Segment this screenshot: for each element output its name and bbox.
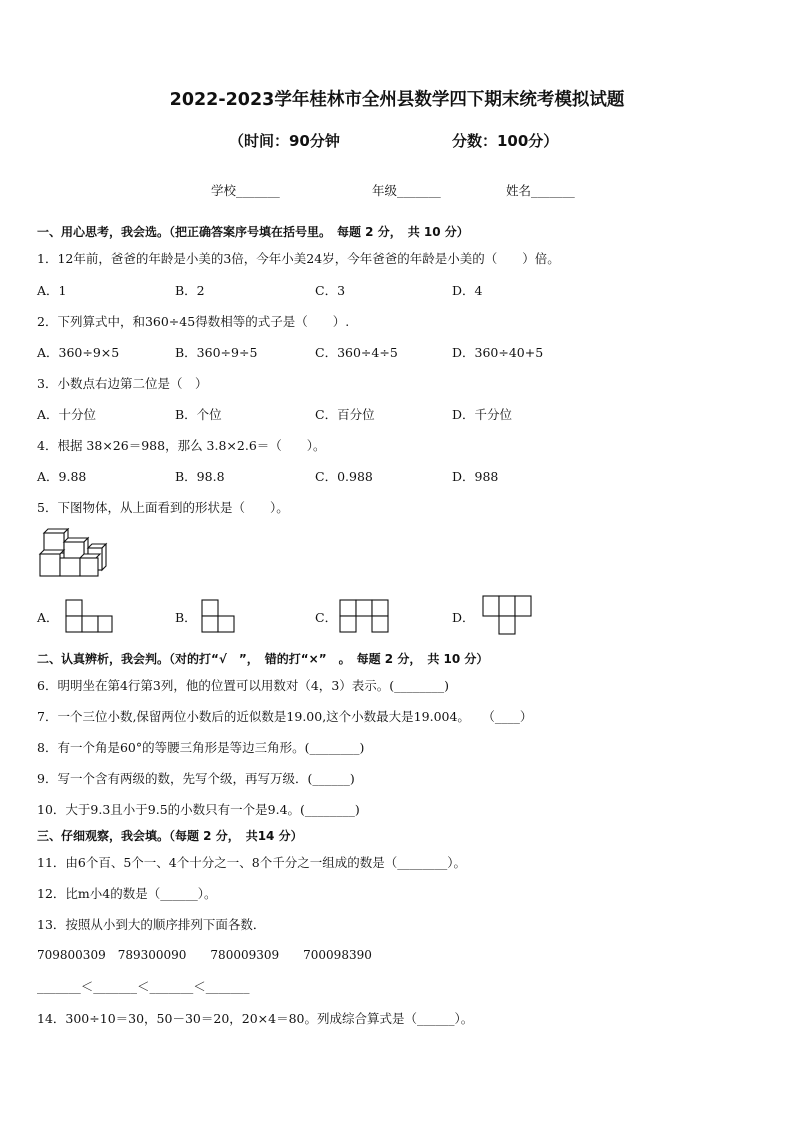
section-1-heading: 一、用心思考，我会选。（把正确答案序号填在括号里。 每题 2 分， 共 10 分） [37,225,469,239]
question-13: 13．按照从小到大的顺序排列下面各数． [37,917,266,932]
question-3: 3．小数点右边第二位是（ ） [37,376,208,391]
q5-option-b: B． [175,610,197,625]
exam-time: （时间：90分钟 [229,132,340,150]
q5-option-a-shape [64,598,114,634]
name-field: 姓名_______ [506,183,575,198]
question-11: 11．由6个百、5个一、4个十分之一、8个千分之一组成的数是（________）。 [37,855,466,870]
question-2: 2．下列算式中，和360÷45得数相等的式子是（ ）. [37,314,350,329]
q3-option-d: D．千分位 [452,407,513,422]
page-title: 2022-2023学年桂林市全州县数学四下期末统考模拟试题 [169,90,625,110]
q5-option-d-shape [481,594,533,636]
section-3-heading: 三、仔细观察，我会填。（每题 2 分， 共14 分） [37,829,303,843]
q2-option-b: B．360÷9÷5 [175,345,258,360]
question-4: 4．根据 38×26＝988，那么 3.8×2.6＝（ ）。 [37,438,326,453]
q1-option-b: B．2 [175,283,205,298]
q4-option-a: A．9.88 [37,469,87,484]
q5-option-c-shape [338,598,390,634]
section-2-heading: 二、认真辨析，我会判。（对的打“√ ”， 错的打“×” 。 每题 2 分， 共 10 分） [37,652,489,666]
question-12: 12．比m小4的数是（______）。 [37,886,217,901]
question-6: 6．明明坐在第4行第3列，他的位置可以用数对（4，3）表示。(________) [37,678,450,693]
q2-option-a: A．360÷9×5 [37,345,120,360]
cube-stack-figure [38,528,112,580]
q1-option-d: D．4 [452,283,483,298]
question-9: 9．写一个含有两级的数，先写个级，再写万级．(______) [37,771,355,786]
q2-option-d: D．360÷40+5 [452,345,544,360]
q5-option-c: C． [315,610,338,625]
q5-option-d: D． [452,610,475,625]
question-1: 1．12年前，爸爸的年龄是小美的3倍，今年小美24岁，今年爸爸的年龄是小美的（ ）倍。 [37,251,560,266]
school-field: 学校_______ [211,183,280,198]
question-10: 10．大于9.3且小于9.5的小数只有一个是9.4。(________) [37,802,360,817]
question-14: 14．300÷10＝30，50－30＝20，20×4＝80。列成综合算式是（______）。 [37,1011,474,1026]
grade-field: 年级_______ [372,183,441,198]
q13-numbers: 709800309 789300090 780009309 700098390 [37,948,372,962]
q2-option-c: C．360÷4÷5 [315,345,398,360]
q1-option-c: C．3 [315,283,346,298]
question-5: 5．下图物体，从上面看到的形状是（ ）。 [37,500,289,515]
q3-option-b: B．个位 [175,407,222,422]
q4-option-b: B．98.8 [175,469,225,484]
q5-option-a: A． [37,610,59,625]
q4-option-c: C．0.988 [315,469,373,484]
q3-option-c: C．百分位 [315,407,375,422]
question-7: 7．一个三位小数,保留两位小数后的近似数是19.00,这个小数最大是19.004。 （____） [37,709,533,724]
exam-score: 分数：100分） [452,132,559,150]
q5-option-b-shape [200,598,236,634]
q4-option-d: D．988 [452,469,499,484]
q1-option-a: A．1 [37,283,67,298]
q13-ordering-blanks: _______＜_______＜_______＜_______ [37,979,250,994]
q3-option-a: A．十分位 [37,407,97,422]
question-8: 8．有一个角是60°的等腰三角形是等边三角形。(________) [37,740,365,755]
